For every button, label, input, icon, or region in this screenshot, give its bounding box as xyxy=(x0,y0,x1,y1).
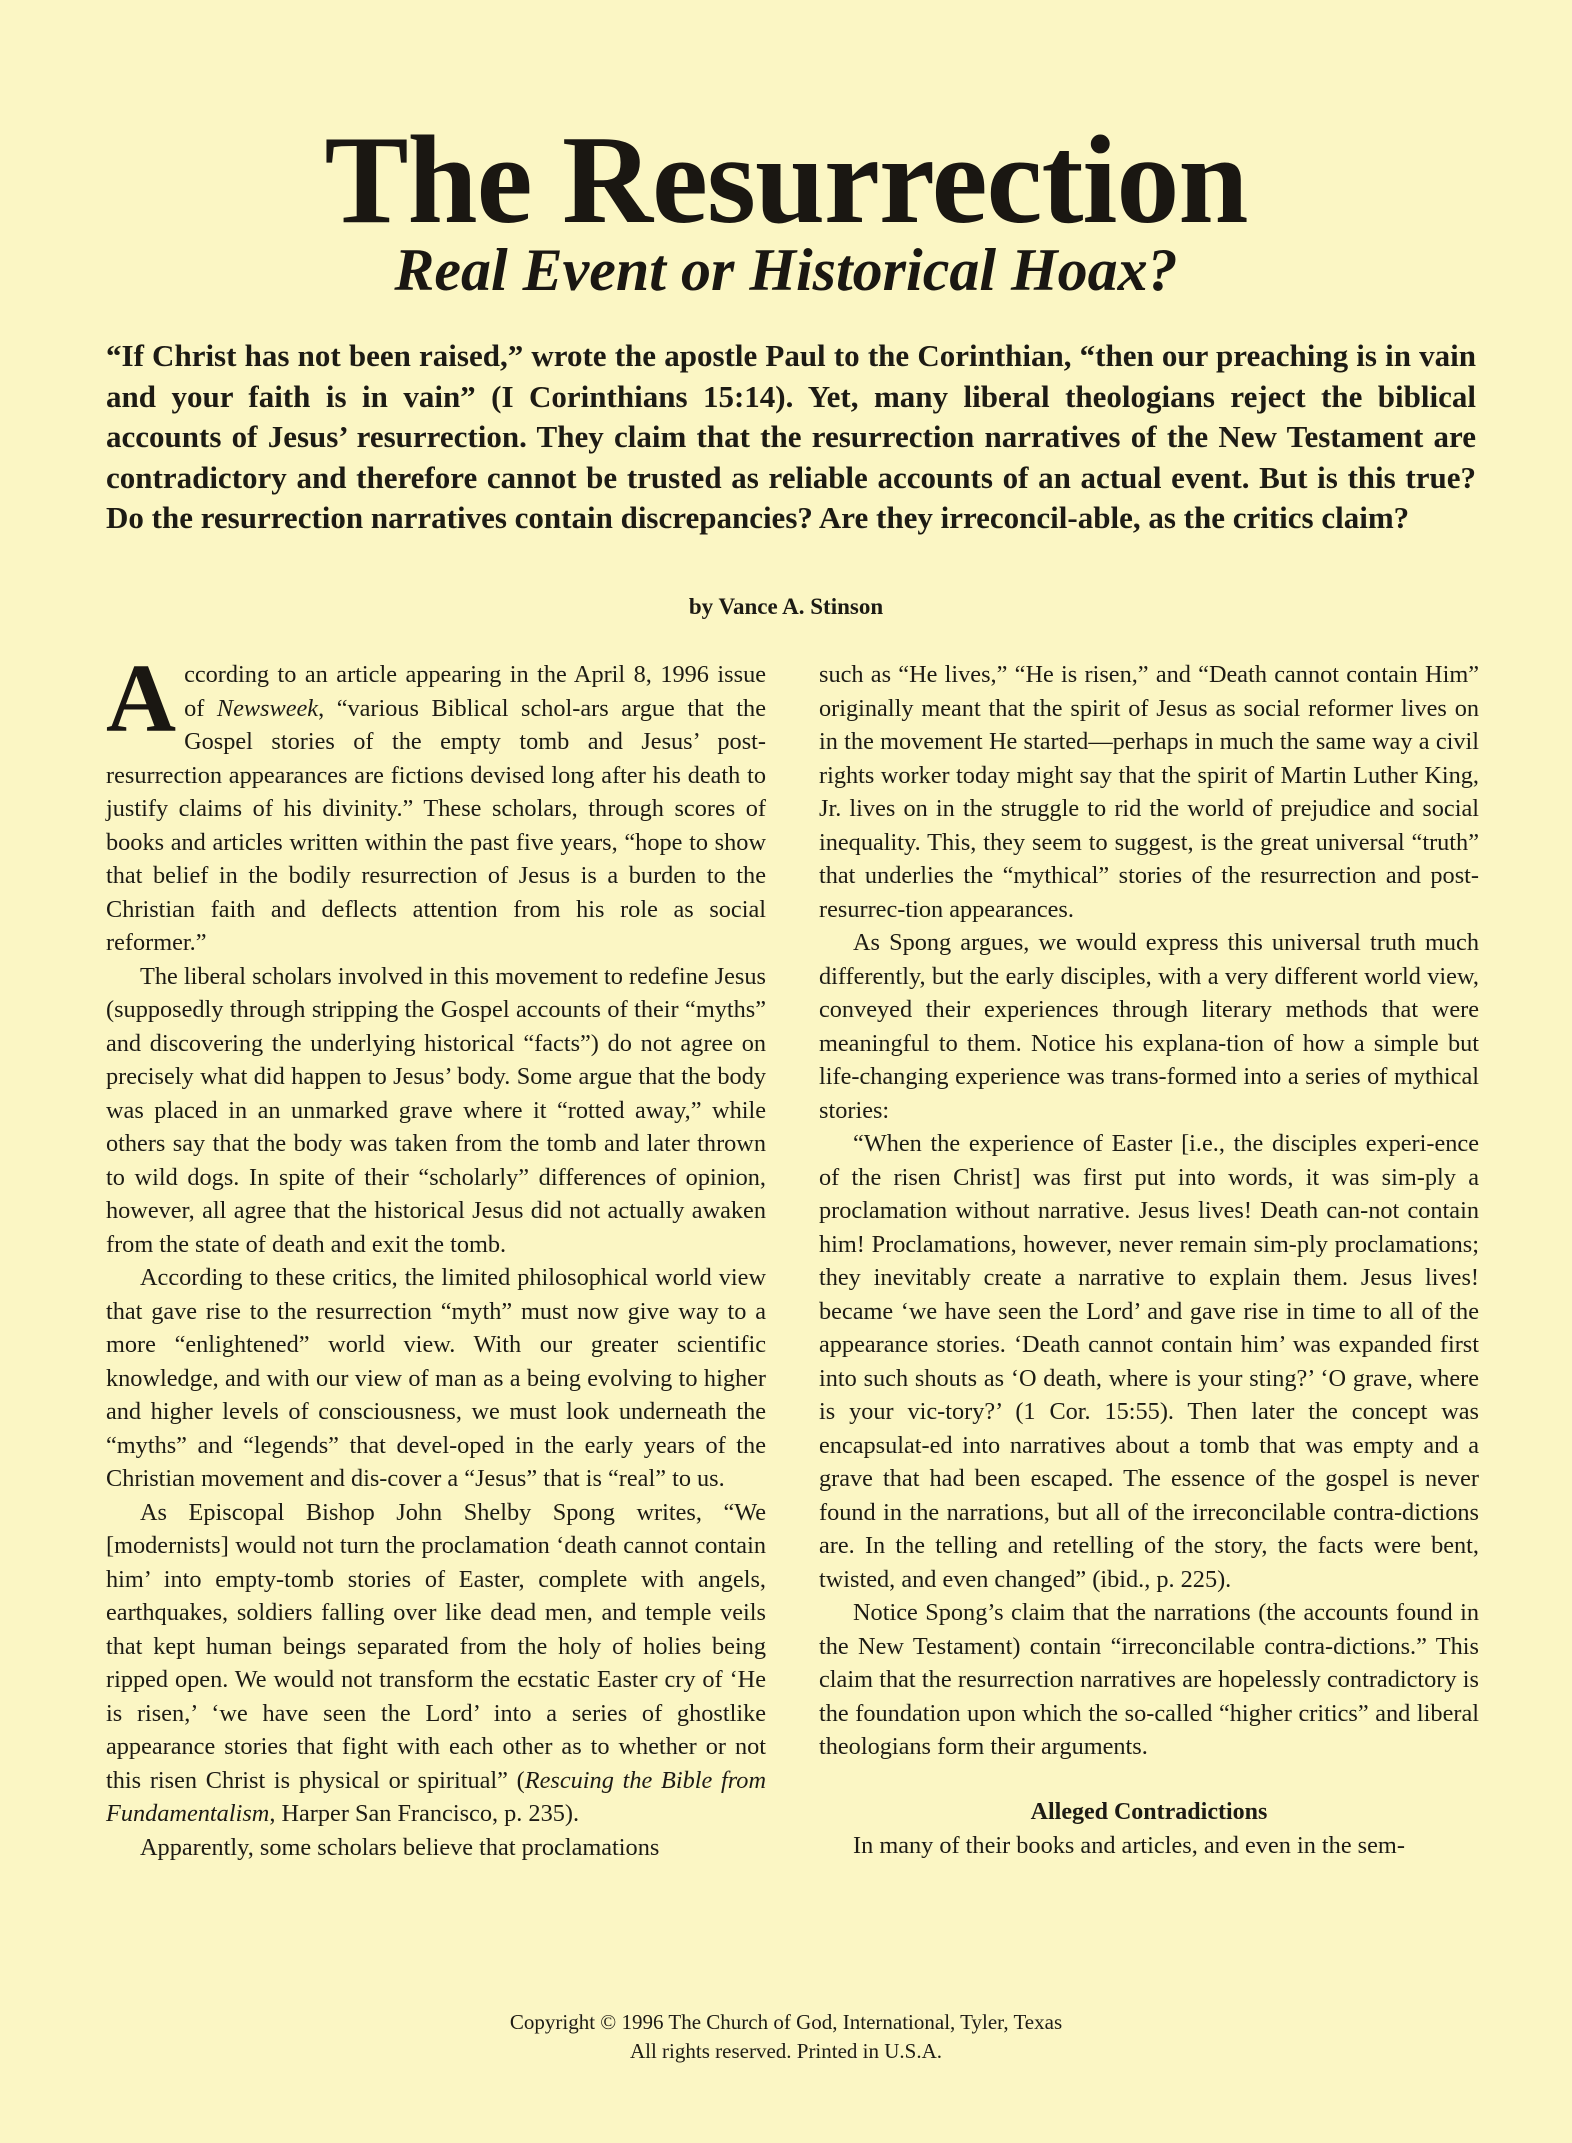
left-column xyxy=(106,645,766,1864)
left-p4-text-a: As Episcopal Bishop John Shelby Spong writes, “We [modernists] would not turn the proclamation ‘death cannot contain him’ into empty-tomb stories of Easter, complete with angels, earthquakes, soldiers falling over like dead men, and temple veils that kept human beings separated from the holy of holies being ripped open. We would not transform the ecstatic Easter cry of ‘He is risen,’ ‘we have seen the Lord’ into a series of ghostlike appearance stories that fight with each other as to whether or not this risen Christ is physical or spiritual” ( xyxy=(106,1498,766,1794)
right-paragraph-2: As Spong argues, we would express this universal truth much differently, but the early disciples, with a very different world view, conveyed their experiences through literary methods that were meaningful to them. Notice his explana-tion of how a simple but life-changing experience was trans-formed into a series of mythical stories: xyxy=(819,929,1479,1124)
left-p1-text-a: ccording to an article appearing in the April 8, 1996 issue of xyxy=(184,661,766,722)
book-title: Rescuing the Bible from Fundamentalism xyxy=(106,1766,766,1827)
left-paragraph-1 xyxy=(106,645,766,960)
rights-line: All rights reserved. Printed in U.S.A. xyxy=(629,2039,943,2063)
drop-cap: A xyxy=(106,645,177,752)
copyright-line: Copyright © 1996 The Church of God, International, Tyler, Texas xyxy=(509,2010,1063,2034)
left-paragraph-2: The liberal scholars involved in this movement to redefine Jesus (supposedly through stripping the Gospel accounts of their “myths” and discovering the underlying historical “facts”) do not agree on precisely what did happen to Jesus’ body. Some argue that the body was placed in an unmarked grave where it “rotted away,” while others say that the body was taken from the tomb and later thrown to wild dogs. In spite of their “scholarly” differences of opinion, however, all agree that the historical Jesus did not actually awaken from the state of death and exit the tomb. xyxy=(106,962,766,1258)
magazine-name: Newsweek xyxy=(216,694,319,722)
right-paragraph-4: Notice Spong’s claim that the narrations (the accounts found in the New Testament) contain “irreconcilable contra-dictions.” This claim that the resurrection narratives are hopelessly contradictory is the foundation upon which the so-called “higher critics” and liberal theologians form their arguments. xyxy=(819,1599,1479,1760)
left-paragraph-3: According to these critics, the limited philosophical world view that gave rise to the resurrection “myth” must now give way to a more “enlightened” world view. With our greater scientific knowledge, and with our view of man as a being evolving to higher and higher levels of consciousness, we must look underneath the “myths” and “legends” that devel-oped in the early years of the Christian movement and dis-cover a “Jesus” that is “real” to us. xyxy=(106,1264,766,1492)
left-paragraph-4 xyxy=(106,1496,766,1831)
copyright-footer xyxy=(0,2008,1572,2066)
article-subtitle: Real Event or Historical Hoax? xyxy=(394,237,1178,303)
section-heading: Alleged Contradictions xyxy=(1030,1798,1268,1825)
right-paragraph-1: such as “He lives,” “He is risen,” and “Death cannot contain Him” originally meant that the spirit of Jesus as social reformer lives on in the movement He started—perhaps in much the same way a civil rights worker today might say that the spirit of Martin Luther King, Jr. lives on in the struggle to rid the world of prejudice and social inequality. This, they seem to suggest, is the great universal “truth” that underlies the “mythical” stories of the resurrection and post-resurrec-tion appearances. xyxy=(819,661,1479,923)
right-paragraph-3: “When the experience of Easter [i.e., the disciples experi-ence of the risen Christ] was first put into words, it was sim-ply a proclamation without narrative. Jesus lives! Death can-not contain him! Proclamations, however, never remain sim-ply proclamations; they inevitably create a narrative to explain them. Jesus lives! became ‘we have seen the Lord’ and gave rise in time to all of the appearance stories. ‘Death cannot contain him’ was expanded first into such shouts as ‘O death, where is your sting?’ ‘O grave, where is your vic-tory?’ (1 Cor. 15:55). Then later the concept was encapsulat-ed into narratives about a tomb that was empty and a grave that had been escaped. The essence of the gospel is never found in the narrations, but all of the irreconcilable contra-dictions are. In the telling and retelling of the story, the facts were bent, twisted, and even changed” (ibid., p. 225). xyxy=(819,1130,1479,1593)
right-column xyxy=(819,658,1479,1862)
article-title: The Resurrection xyxy=(324,111,1248,250)
intro-paragraph: “If Christ has not been raised,” wrote the apostle Paul to the Corinthian, “then our preaching is in vain and your faith is in vain” (I Corinthians 15:14). Yet, many liberal theologians reject the biblical accounts of Jesus’ resurrection. They claim that the resurrection narratives of the New Testament are contradictory and therefore cannot be trusted as reliable accounts of an actual event. But is this true? Do the resurrection narratives contain discrepancies? Are they irreconcil-able, as the critics claim? xyxy=(106,338,1476,535)
left-p4-text-b: , Harper San Francisco, p. 235). xyxy=(269,1800,580,1827)
left-p1-text-b: , “various Biblical schol-ars argue that the Gospel stories of the empty tomb and Jesus’ post-resurrection appearances are fictions devised long after his death to justify claims of his divinity.” These scholars, through scores of books and articles written within the past five years, “hope to show that belief in the bodily resurrection of Jesus is a burden to the Christian faith and deflects attention from his role as social reformer.” xyxy=(106,694,766,956)
left-paragraph-5: Apparently, some scholars believe that proclamations xyxy=(140,1833,660,1861)
right-paragraph-5: In many of their books and articles, and even in the sem- xyxy=(853,1831,1405,1859)
author-byline: by Vance A. Stinson xyxy=(688,594,884,619)
